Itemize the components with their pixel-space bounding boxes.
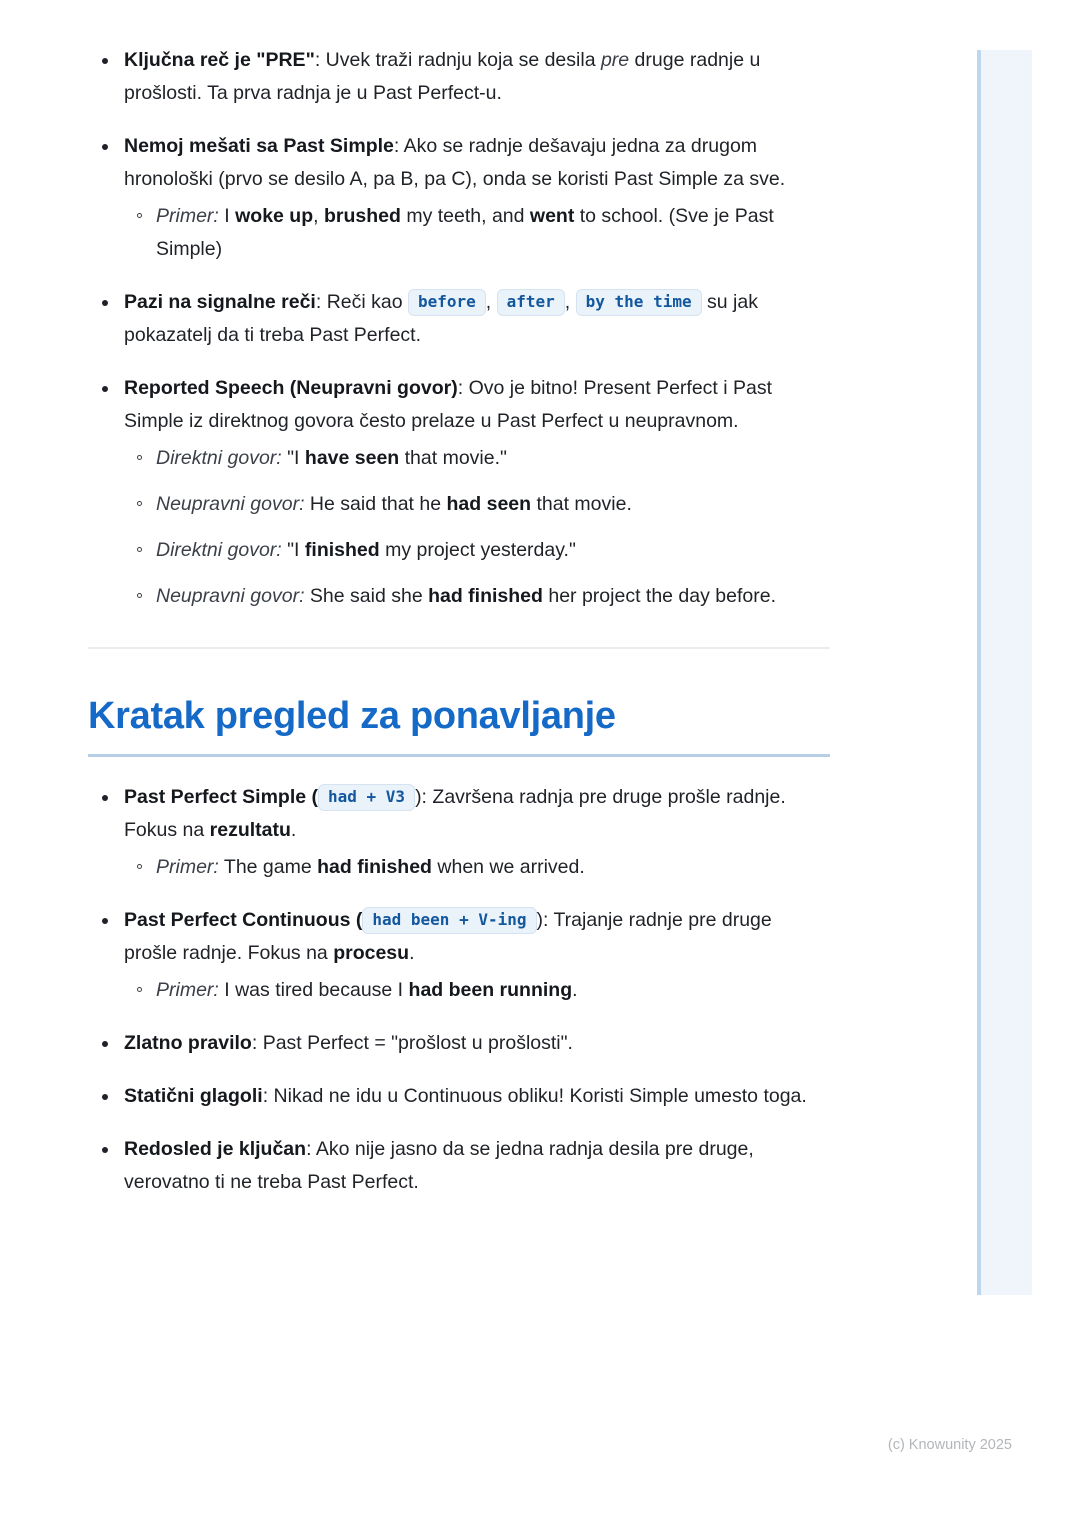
example-bold: had finished xyxy=(428,585,543,607)
example-bold: woke up xyxy=(235,205,314,227)
code-chip-before: before xyxy=(408,289,486,316)
example-text: that movie. xyxy=(531,493,632,515)
summary-list xyxy=(88,781,830,1199)
example-text: my project yesterday." xyxy=(379,539,576,561)
example-text: "I xyxy=(281,539,305,561)
example-text: to school. (Sve je Past Simple) xyxy=(156,205,774,260)
example-text: He said that he xyxy=(304,493,447,515)
summary-body-pre: Završena radnja pre druge prošle radnje. Fokus na xyxy=(124,786,786,841)
section-divider xyxy=(88,647,830,649)
example-text: I was tired because I xyxy=(218,979,409,1001)
code-chip-by-the-time: by the time xyxy=(576,289,702,316)
summary-separator: : xyxy=(262,1085,274,1107)
list-item xyxy=(88,1080,830,1113)
summary-body-post: . xyxy=(290,819,297,841)
list-item xyxy=(124,851,830,884)
example-bold: went xyxy=(529,205,575,227)
summary-examples xyxy=(124,974,830,1007)
summary-bold-tail: procesu xyxy=(333,942,410,964)
example-text: She said she xyxy=(304,585,429,607)
list-item xyxy=(88,1133,830,1199)
list-item xyxy=(124,442,830,475)
example-text: "I xyxy=(281,447,305,469)
summary-body: Nikad ne idu u Continuous obliku! Koristi Simple umesto toga. xyxy=(273,1085,807,1107)
summary-lead: Redosled je ključan xyxy=(124,1138,307,1160)
example-bold: had seen xyxy=(446,493,532,515)
example-label: Neupravni govor: xyxy=(156,585,305,607)
tip-examples xyxy=(124,200,830,266)
example-bold: finished xyxy=(304,539,380,561)
summary-lead: Past Perfect Continuous ( xyxy=(124,909,363,931)
list-item xyxy=(124,974,830,1007)
summary-body-pre: Trajanje radnje pre druge prošle radnje. Fokus na xyxy=(124,909,772,964)
list-item xyxy=(88,130,830,266)
summary-lead: Statični glagoli xyxy=(124,1085,263,1107)
list-item xyxy=(88,904,830,1007)
summary-separator: : xyxy=(251,1032,263,1054)
tip-body: Ako se radnje dešavaju jedna za drugom hronološki (prvo se desilo A, pa B, pa C), onda se koristi Past Simple za sve. xyxy=(124,135,786,190)
reported-speech-examples xyxy=(124,442,830,613)
example-text: that movie." xyxy=(399,447,507,469)
tip-separator: : xyxy=(457,377,469,399)
tip-body: Ovo je bitno! Present Perfect i Past Simple iz direktnog govora često prelaze u Past Perfect u neupravnom. xyxy=(124,377,773,432)
code-chip-had-been-ving: had been + V-ing xyxy=(362,907,536,934)
tip-emphasis: pre xyxy=(600,49,630,71)
tip-lead: Pazi na signalne reči xyxy=(124,291,316,313)
example-label: Direktni govor: xyxy=(156,447,282,469)
tip-lead: Reported Speech (Neupravni govor) xyxy=(124,377,458,399)
tip-body-pre: Uvek traži radnju koja se desila xyxy=(325,49,601,71)
example-label: Primer: xyxy=(156,979,219,1001)
summary-examples xyxy=(124,851,830,884)
list-item xyxy=(124,488,830,521)
page-title: Kratak pregled za ponavljanje xyxy=(88,695,616,737)
example-text: . xyxy=(572,979,578,1001)
chip-comma: , xyxy=(564,291,576,313)
list-item xyxy=(124,534,830,567)
tip-lead: Ključna reč je "PRE" xyxy=(124,49,315,71)
tip-separator: : xyxy=(314,49,326,71)
list-item xyxy=(88,1027,830,1060)
example-bold: had finished xyxy=(317,856,432,878)
tip-body-post: su jak pokazatelj da ti treba Past Perfect. xyxy=(124,291,758,346)
summary-body-post: . xyxy=(409,942,415,964)
summary-separator: : xyxy=(306,1138,316,1160)
list-item xyxy=(88,372,830,613)
summary-after-chip: ): xyxy=(415,786,433,808)
tip-separator: : xyxy=(393,135,404,157)
list-item xyxy=(88,44,830,110)
list-item xyxy=(124,200,830,266)
code-chip-after: after xyxy=(497,289,565,316)
example-text: when we arrived. xyxy=(431,856,585,878)
summary-lead: Past Perfect Simple ( xyxy=(124,786,318,808)
chip-comma: , xyxy=(485,291,497,313)
example-label: Primer: xyxy=(156,856,219,878)
example-label: Primer: xyxy=(156,205,219,227)
footer-copyright: (c) Knowunity 2025 xyxy=(887,1437,1012,1453)
summary-after-chip: ): xyxy=(536,909,554,931)
example-label: Direktni govor: xyxy=(156,539,282,561)
list-item xyxy=(88,286,830,352)
code-chip-had-v3: had + V3 xyxy=(318,784,415,811)
list-item xyxy=(88,781,830,884)
example-label: Neupravni govor: xyxy=(156,493,305,515)
example-bold: brushed xyxy=(323,205,401,227)
example-text: The game xyxy=(218,856,318,878)
title-underline xyxy=(88,754,830,757)
example-text: I xyxy=(218,205,236,227)
list-item xyxy=(124,580,830,613)
tip-body-post: druge radnje u prošlosti. Ta prva radnja je u Past Perfect-u. xyxy=(124,49,761,104)
example-bold: had been running xyxy=(408,979,573,1001)
example-text: her project the day before. xyxy=(542,585,776,607)
example-text: my teeth, and xyxy=(400,205,530,227)
tip-separator: : xyxy=(315,291,327,313)
example-text: , xyxy=(313,205,324,227)
tips-list xyxy=(88,44,830,613)
example-bold: have seen xyxy=(304,447,400,469)
summary-bold-tail: rezultatu xyxy=(209,819,291,841)
summary-body: Past Perfect = "prošlost u prošlosti". xyxy=(262,1032,573,1054)
summary-body: Ako nije jasno da se jedna radnja desila pre druge, verovatno ti ne treba Past Perfect. xyxy=(124,1138,754,1193)
summary-lead: Zlatno pravilo xyxy=(124,1032,252,1054)
right-side-panel xyxy=(977,50,1032,1295)
tip-body-pre: Reči kao xyxy=(326,291,408,313)
tip-lead: Nemoj mešati sa Past Simple xyxy=(124,135,394,157)
